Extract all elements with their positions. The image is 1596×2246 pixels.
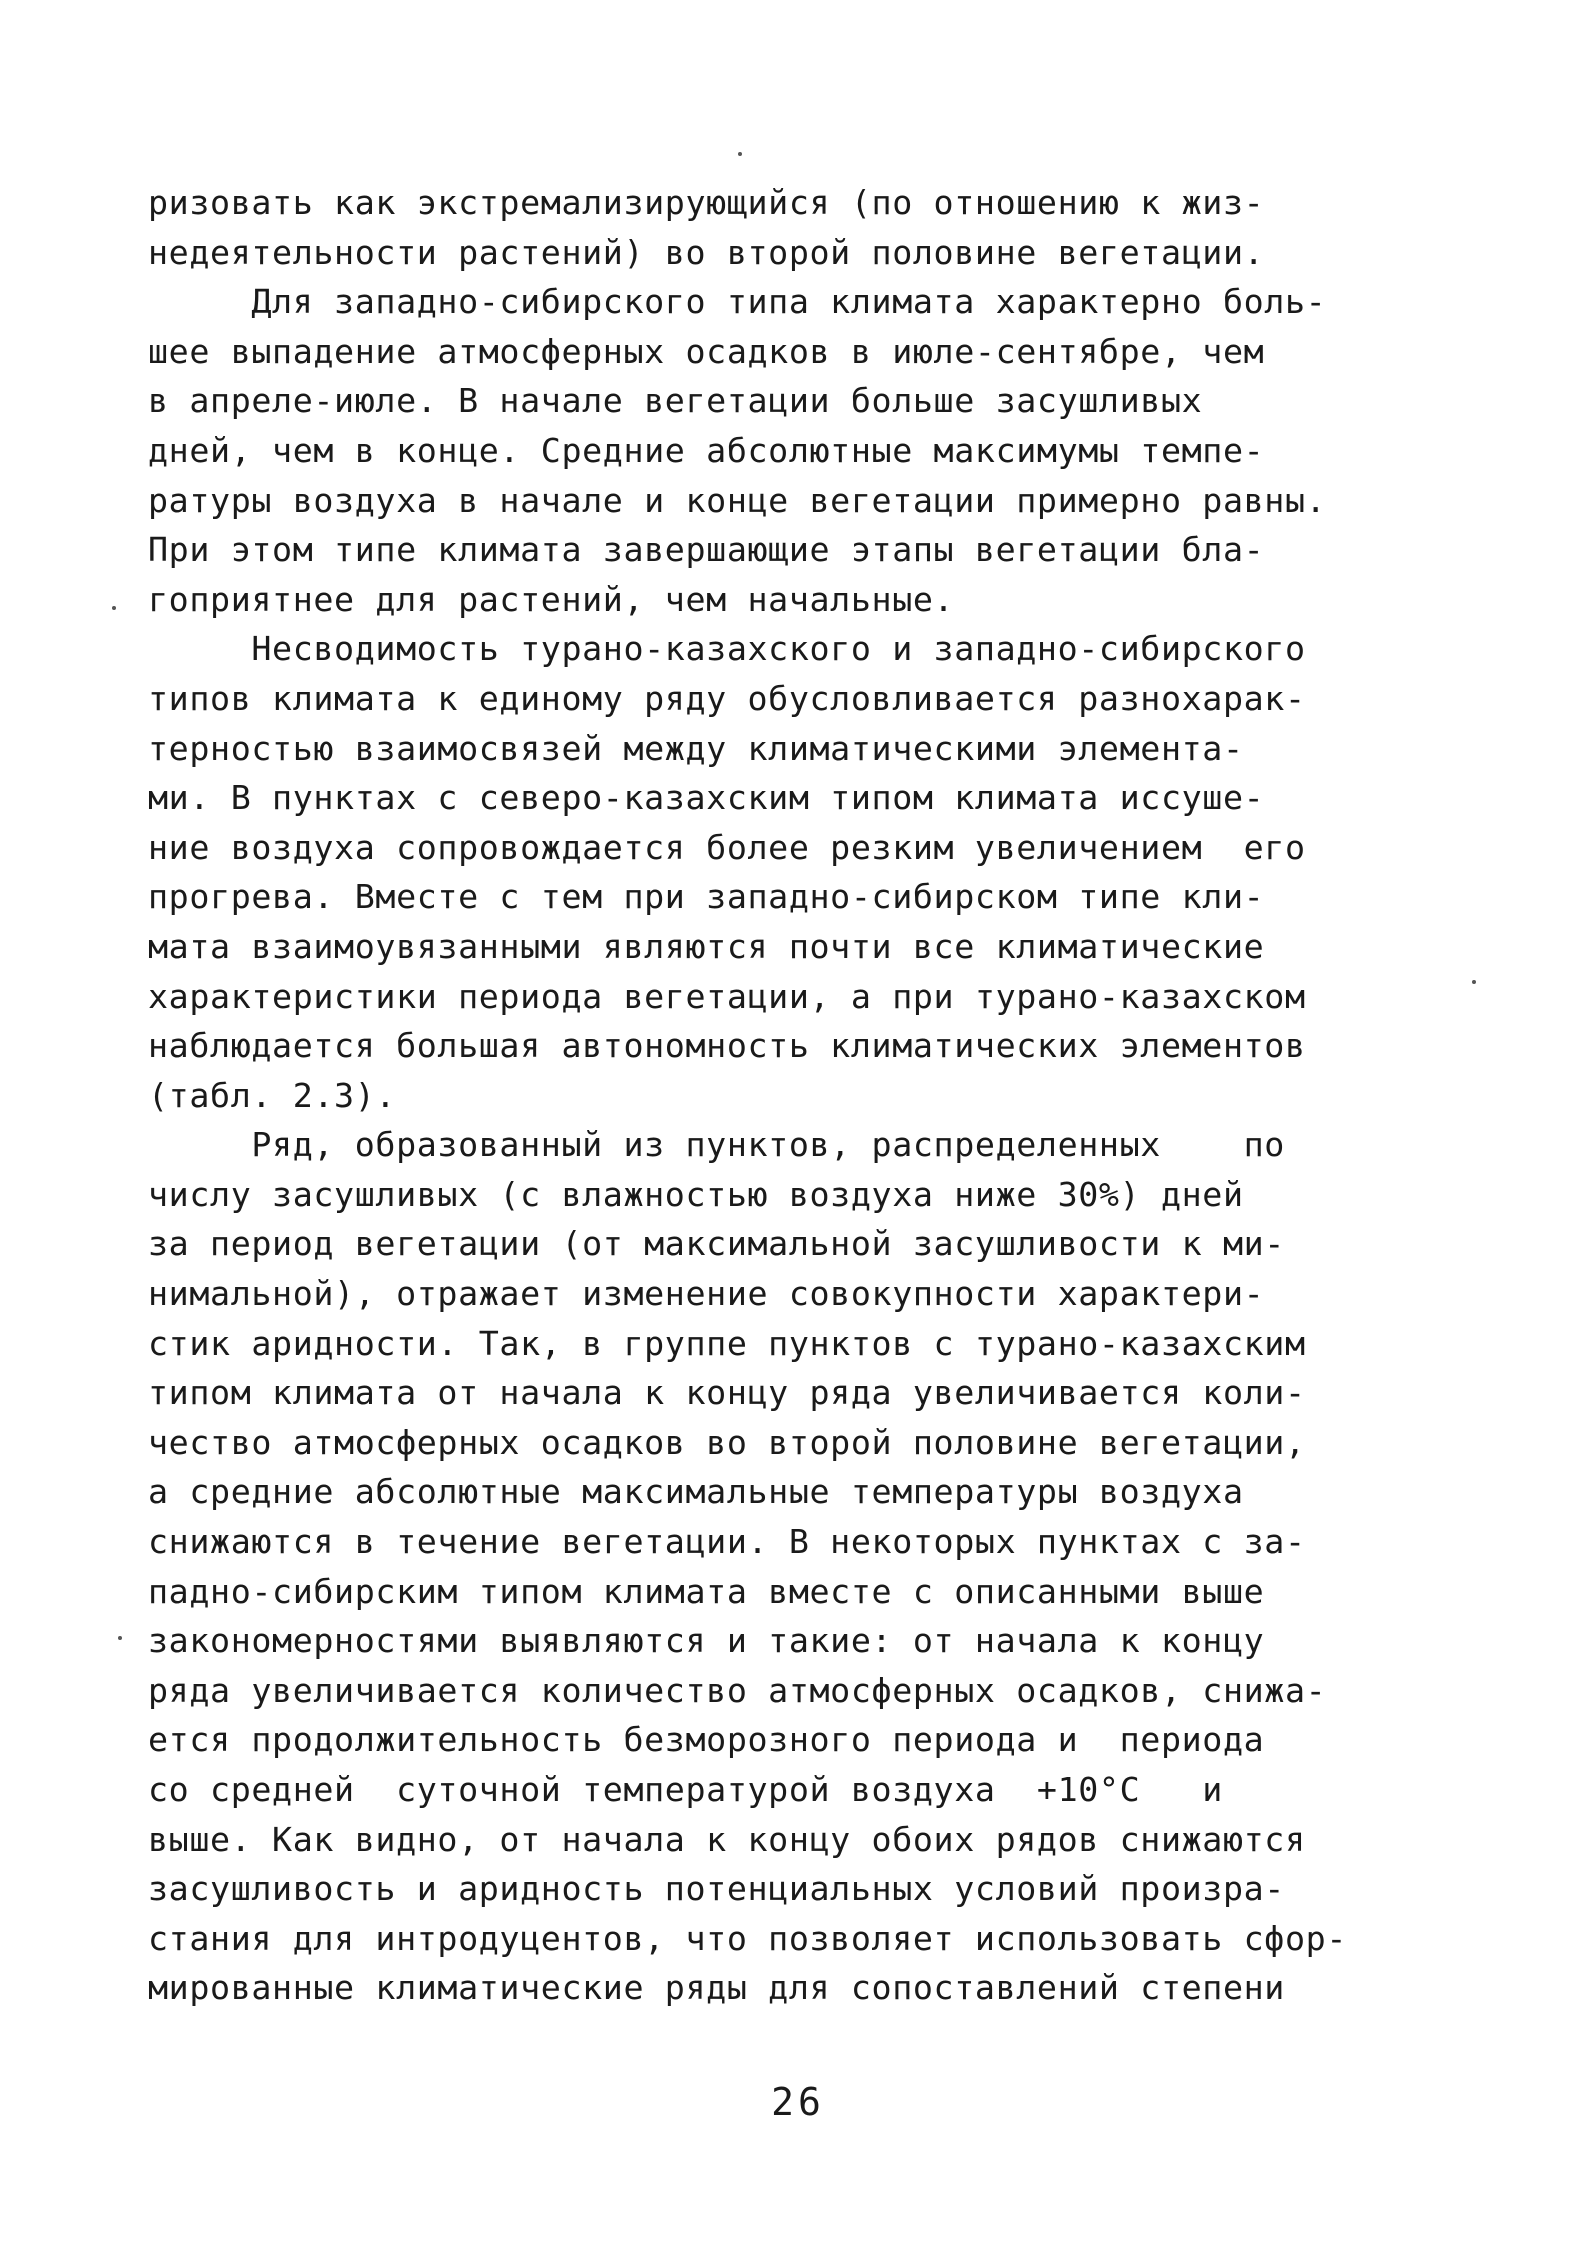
text-line: шее выпадение атмосферных осадков в июле-сентябре, чем xyxy=(148,331,1265,371)
text-line: дней, чем в конце. Средние абсолютные максимумы темпе- xyxy=(148,430,1265,470)
text-line: со средней суточной температурой воздуха +10°С и xyxy=(148,1770,1223,1809)
text-line: мата взаимоувязанными являются почти все климатические xyxy=(148,926,1265,966)
text-line: ряда увеличивается количество атмосферных осадков, снижа- xyxy=(148,1670,1327,1710)
text-line: типов климата к единому ряду обусловливается разнохарак- xyxy=(148,678,1306,718)
text-line: числу засушливых (с влажностью воздуха ниже 30%) дней xyxy=(148,1174,1244,1214)
text-line: Несводимость турано-казахского и западно-сибирского xyxy=(148,629,1306,669)
text-line: снижаются в течение вегетации. В некоторых пунктах с за- xyxy=(148,1522,1306,1562)
scan-speck xyxy=(118,1636,122,1640)
text-line: типом климата от начала к концу ряда увеличивается коли- xyxy=(148,1373,1306,1413)
text-line: ние воздуха сопровождается более резким увеличением его xyxy=(148,827,1306,867)
text-line: а средние абсолютные максимальные температуры воздуха xyxy=(148,1472,1244,1512)
text-line: падно-сибирским типом климата вместе с описанными выше xyxy=(148,1571,1265,1611)
text-line: мированные климатические ряды для сопоставлений степени xyxy=(148,1968,1285,2008)
text-line: нимальной), отражает изменение совокупности характери- xyxy=(148,1274,1265,1314)
text-line: терностью взаимосвязей между климатическими элемента- xyxy=(148,728,1244,768)
text-line: стания для интродуцентов, что позволяет использовать сфор- xyxy=(148,1918,1347,1958)
text-line: При этом типе климата завершающие этапы вегетации бла- xyxy=(148,530,1265,570)
text-line: за период вегетации (от максимальной засушливости к ми- xyxy=(148,1224,1285,1264)
text-line: гоприятнее для растений, чем начальные. xyxy=(148,579,955,619)
text-line: ется продолжительность безморозного периода и периода xyxy=(148,1720,1265,1760)
scan-speck xyxy=(112,606,116,610)
text-line: прогрева. Вместе с тем при западно-сибирском типе кли- xyxy=(148,877,1265,917)
text-line: ратуры воздуха в начале и конце вегетации примерно равны. xyxy=(148,480,1327,520)
text-line: чество атмосферных осадков во второй половине вегетации, xyxy=(148,1422,1306,1462)
body-text xyxy=(148,178,1468,2013)
page-number: 26 xyxy=(771,2080,825,2124)
text-line: характеристики периода вегетации, а при турано-казахском xyxy=(148,976,1306,1016)
text-line: (табл. 2.3). xyxy=(148,1075,397,1115)
text-line: наблюдается большая автономность климатических элементов xyxy=(148,1026,1306,1066)
text-line: в апреле-июле. В начале вегетации больше засушливых xyxy=(148,381,1203,421)
text-line: ми. В пунктах с северо-казахским типом климата иссуше- xyxy=(148,778,1265,818)
text-line: закономерностями выявляются и такие: от начала к концу xyxy=(148,1621,1265,1661)
text-line: Для западно-сибирского типа климата характерно боль- xyxy=(148,282,1327,322)
text-line: выше. Как видно, от начала к концу обоих рядов снижаются xyxy=(148,1819,1306,1859)
scan-speck xyxy=(738,152,742,156)
text-line: Ряд, образованный из пунктов, распределенных по xyxy=(148,1125,1285,1165)
text-line: стик аридности. Так, в группе пунктов с турано-казахским xyxy=(148,1323,1306,1363)
text-line: засушливость и аридность потенциальных условий произра- xyxy=(148,1869,1285,1909)
text-line: недеятельности растений) во второй половине вегетации. xyxy=(148,232,1265,272)
text-line: ризовать как экстремализирующийся (по отношению к жиз- xyxy=(148,183,1265,222)
